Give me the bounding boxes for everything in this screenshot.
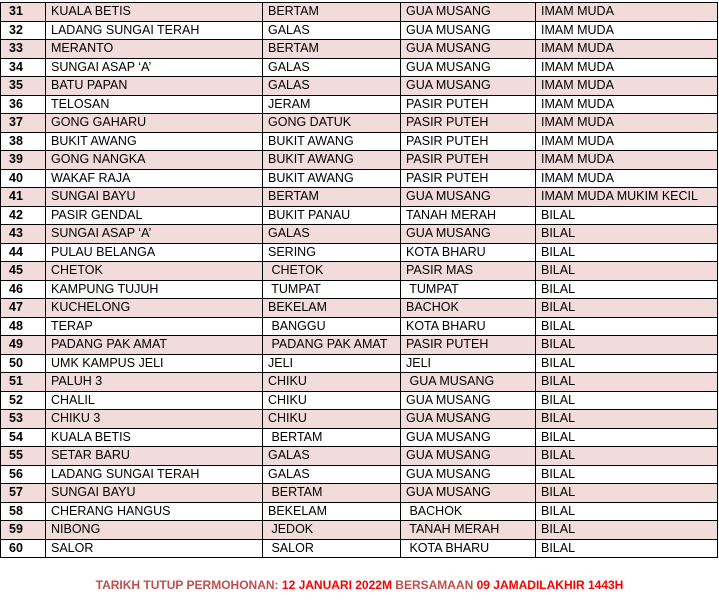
table-row [1,502,718,521]
table-row [1,280,718,299]
mukim-name-cell: JELI [263,354,401,373]
mukim-name-cell: BUKIT AWANG [263,169,401,188]
post-title-cell: BILAL [536,410,718,429]
place-name-cell: GONG GAHARU [46,114,263,133]
vacancy-table [0,2,718,558]
post-title-cell: BILAL [536,280,718,299]
closing-date-joiner: BERSAMAAN [395,578,474,592]
place-name-cell: LADANG SUNGAI TERAH [46,465,263,484]
place-name-cell: KAMPUNG TUJUH [46,280,263,299]
mukim-name-cell: BANGGU [263,317,401,336]
row-number-cell: 53 [1,410,46,429]
row-number-cell: 44 [1,243,46,262]
closing-date-gregorian: 12 JANUARI 2022M [281,578,392,592]
post-title-cell: IMAM MUDA [536,58,718,77]
place-name-cell: KUALA BETIS [46,3,263,22]
place-name-cell: SUNGAI ASAP ‘A’ [46,58,263,77]
row-number-cell: 33 [1,40,46,59]
post-title-cell: BILAL [536,502,718,521]
table-row [1,169,718,188]
mukim-name-cell: SALOR [263,539,401,558]
place-name-cell: BATU PAPAN [46,77,263,96]
district-name-cell: KOTA BHARU [401,539,536,558]
table-row [1,206,718,225]
row-number-cell: 34 [1,58,46,77]
table-row [1,521,718,540]
row-number-cell: 59 [1,521,46,540]
table-row [1,77,718,96]
post-title-cell: BILAL [536,521,718,540]
district-name-cell: PASIR PUTEH [401,151,536,170]
row-number-cell: 37 [1,114,46,133]
place-name-cell: BUKIT AWANG [46,132,263,151]
place-name-cell: SETAR BARU [46,447,263,466]
post-title-cell: IMAM MUDA [536,151,718,170]
table-row [1,262,718,281]
table-row [1,243,718,262]
post-title-cell: BILAL [536,354,718,373]
row-number-cell: 31 [1,3,46,22]
post-title-cell: BILAL [536,317,718,336]
post-title-cell: IMAM MUDA [536,40,718,59]
district-name-cell: GUA MUSANG [401,225,536,244]
place-name-cell: KUCHELONG [46,299,263,318]
district-name-cell: GUA MUSANG [401,484,536,503]
mukim-name-cell: BERTAM [263,428,401,447]
mukim-name-cell: CHIKU [263,391,401,410]
post-title-cell: IMAM MUDA [536,169,718,188]
post-title-cell: BILAL [536,447,718,466]
district-name-cell: GUA MUSANG [401,188,536,207]
district-name-cell: GUA MUSANG [401,40,536,59]
row-number-cell: 56 [1,465,46,484]
post-title-cell: BILAL [536,391,718,410]
row-number-cell: 50 [1,354,46,373]
district-name-cell: GUA MUSANG [401,428,536,447]
place-name-cell: CHETOK [46,262,263,281]
mukim-name-cell: BERTAM [263,188,401,207]
place-name-cell: SUNGAI BAYU [46,188,263,207]
district-name-cell: GUA MUSANG [401,77,536,96]
place-name-cell: PADANG PAK AMAT [46,336,263,355]
post-title-cell: IMAM MUDA [536,3,718,22]
post-title-cell: IMAM MUDA [536,132,718,151]
row-number-cell: 60 [1,539,46,558]
post-title-cell: IMAM MUDA [536,114,718,133]
district-name-cell: GUA MUSANG [401,58,536,77]
table-row [1,539,718,558]
post-title-cell: IMAM MUDA [536,21,718,40]
district-name-cell: GUA MUSANG [401,410,536,429]
table-row [1,21,718,40]
table-row [1,58,718,77]
table-row [1,40,718,59]
table-row [1,373,718,392]
row-number-cell: 42 [1,206,46,225]
mukim-name-cell: TUMPAT [263,280,401,299]
mukim-name-cell: BEKELAM [263,299,401,318]
district-name-cell: TANAH MERAH [401,206,536,225]
district-name-cell: GUA MUSANG [401,3,536,22]
district-name-cell: TANAH MERAH [401,521,536,540]
row-number-cell: 38 [1,132,46,151]
mukim-name-cell: BUKIT AWANG [263,132,401,151]
vacancy-table-body [1,3,718,558]
row-number-cell: 41 [1,188,46,207]
row-number-cell: 36 [1,95,46,114]
post-title-cell: IMAM MUDA [536,95,718,114]
row-number-cell: 52 [1,391,46,410]
mukim-name-cell: BERTAM [263,40,401,59]
district-name-cell: BACHOK [401,299,536,318]
table-row [1,410,718,429]
table-row [1,317,718,336]
mukim-name-cell: GONG DATUK [263,114,401,133]
mukim-name-cell: GALAS [263,58,401,77]
post-title-cell: BILAL [536,484,718,503]
place-name-cell: NIBONG [46,521,263,540]
table-row [1,465,718,484]
post-title-cell: BILAL [536,428,718,447]
row-number-cell: 49 [1,336,46,355]
place-name-cell: SUNGAI BAYU [46,484,263,503]
district-name-cell: JELI [401,354,536,373]
row-number-cell: 51 [1,373,46,392]
table-row [1,299,718,318]
place-name-cell: CHERANG HANGUS [46,502,263,521]
table-row [1,484,718,503]
mukim-name-cell: CHIKU [263,373,401,392]
row-number-cell: 58 [1,502,46,521]
table-row [1,336,718,355]
district-name-cell: PASIR PUTEH [401,169,536,188]
mukim-name-cell: CHIKU [263,410,401,429]
place-name-cell: TERAP [46,317,263,336]
closing-date-hijri: 09 JAMADILAKHIR 1443H [476,578,624,592]
mukim-name-cell: JERAM [263,95,401,114]
district-name-cell: PASIR PUTEH [401,336,536,355]
place-name-cell: PULAU BELANGA [46,243,263,262]
district-name-cell: GUA MUSANG [401,373,536,392]
district-name-cell: KOTA BHARU [401,317,536,336]
table-row [1,428,718,447]
district-name-cell: PASIR PUTEH [401,132,536,151]
district-name-cell: GUA MUSANG [401,447,536,466]
district-name-cell: TUMPAT [401,280,536,299]
post-title-cell: BILAL [536,373,718,392]
post-title-cell: BILAL [536,299,718,318]
mukim-name-cell: SERING [263,243,401,262]
post-title-cell: IMAM MUDA [536,77,718,96]
place-name-cell: GONG NANGKA [46,151,263,170]
post-title-cell: BILAL [536,225,718,244]
place-name-cell: SALOR [46,539,263,558]
table-row [1,447,718,466]
post-title-cell: BILAL [536,539,718,558]
row-number-cell: 32 [1,21,46,40]
place-name-cell: SUNGAI ASAP ‘A’ [46,225,263,244]
row-number-cell: 45 [1,262,46,281]
district-name-cell: GUA MUSANG [401,21,536,40]
place-name-cell: CHIKU 3 [46,410,263,429]
district-name-cell: PASIR MAS [401,262,536,281]
place-name-cell: MERANTO [46,40,263,59]
mukim-name-cell: PADANG PAK AMAT [263,336,401,355]
place-name-cell: LADANG SUNGAI TERAH [46,21,263,40]
table-row [1,3,718,22]
mukim-name-cell: CHETOK [263,262,401,281]
post-title-cell: IMAM MUDA MUKIM KECIL [536,188,718,207]
mukim-name-cell: GALAS [263,447,401,466]
place-name-cell: WAKAF RAJA [46,169,263,188]
district-name-cell: PASIR PUTEH [401,114,536,133]
row-number-cell: 54 [1,428,46,447]
mukim-name-cell: BERTAM [263,3,401,22]
closing-date-label: TARIKH TUTUP PERMOHONAN: [95,578,279,592]
mukim-name-cell: BUKIT AWANG [263,151,401,170]
row-number-cell: 47 [1,299,46,318]
post-title-cell: BILAL [536,465,718,484]
row-number-cell: 43 [1,225,46,244]
mukim-name-cell: GALAS [263,465,401,484]
mukim-name-cell: GALAS [263,225,401,244]
table-row [1,151,718,170]
mukim-name-cell: GALAS [263,21,401,40]
place-name-cell: KUALA BETIS [46,428,263,447]
district-name-cell: KOTA BHARU [401,243,536,262]
place-name-cell: TELOSAN [46,95,263,114]
place-name-cell: CHALIL [46,391,263,410]
post-title-cell: BILAL [536,206,718,225]
table-row [1,354,718,373]
mukim-name-cell: BERTAM [263,484,401,503]
post-title-cell: BILAL [536,243,718,262]
row-number-cell: 55 [1,447,46,466]
place-name-cell: UMK KAMPUS JELI [46,354,263,373]
row-number-cell: 35 [1,77,46,96]
place-name-cell: PASIR GENDAL [46,206,263,225]
table-row [1,132,718,151]
row-number-cell: 46 [1,280,46,299]
row-number-cell: 40 [1,169,46,188]
table-row [1,391,718,410]
closing-date-note [0,578,719,592]
district-name-cell: PASIR PUTEH [401,95,536,114]
mukim-name-cell: BUKIT PANAU [263,206,401,225]
place-name-cell: PALUH 3 [46,373,263,392]
post-title-cell: BILAL [536,336,718,355]
row-number-cell: 57 [1,484,46,503]
row-number-cell: 39 [1,151,46,170]
mukim-name-cell: BEKELAM [263,502,401,521]
district-name-cell: GUA MUSANG [401,391,536,410]
post-title-cell: BILAL [536,262,718,281]
district-name-cell: GUA MUSANG [401,465,536,484]
mukim-name-cell: GALAS [263,77,401,96]
table-row [1,114,718,133]
table-row [1,225,718,244]
district-name-cell: BACHOK [401,502,536,521]
row-number-cell: 48 [1,317,46,336]
table-row [1,188,718,207]
mukim-name-cell: JEDOK [263,521,401,540]
table-row [1,95,718,114]
